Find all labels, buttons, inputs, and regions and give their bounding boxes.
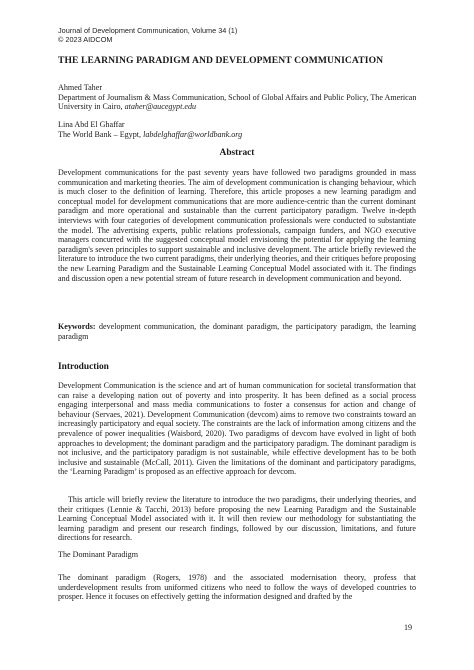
keywords-list: development communication, the dominant paradigm, the participatory paradigm, the learning paradigm xyxy=(58,322,416,341)
introduction-paragraph: This article will briefly review the literature to introduce the two paradigms, their underlying theories, and their critiques (Lennie & Tacchi, 2013) before proposing the new Learning Paradigm and the Sustainable Learning Conceptual Model associated with it. It will then review our methodology for substantiating the learning paradigm and present our research findings, followed by our discussion, limitations, and future directions for research. xyxy=(58,495,416,543)
author-name: Lina Abd El Ghaffar xyxy=(58,120,125,129)
journal-name: Journal of Development Communication, Volume 34 (1) xyxy=(58,26,238,35)
author-affiliation: Department of Journalism & Mass Communication, School of Global Affairs and Public Policy, The American University in Cairo, ataher@aucegypt.edu xyxy=(58,92,417,112)
page-number: 19 xyxy=(404,623,413,632)
abstract-text: Development communications for the past seventy years have followed two paradigms grounded in mass communication and marketing theories. The aim of development communication is changing behaviour, which is much closer to the definition of learning. Therefore, this article proposes a new learning paradigm and conceptual model for development communications that are more audience-centric than the current dominant paradigm and more operational and sustainable than the current participatory paradigm. Twelve in-depth interviews with four categories of development communication professionals were conducted to substantiate the model. The advertising experts, public relations professionals, campaign funders, and NGO executive managers concurred with the suggested conceptual model envisioning the potential for applying the learning paradigm's seven principles to support sustainable and inclusive development. The article briefly reviewed the literature to introduce the two current paradigms, their underlying theories, and their critiques before proposing the new Learning Paradigm and the Sustainable Learning Conceptual Model associated with it. The findings and discussion open a new potential stream of future research in development communication and beyond. xyxy=(58,168,416,283)
abstract-heading: Abstract xyxy=(219,148,255,158)
author-affiliation: The World Bank – Egypt, labdelghaffar@worldbank.org xyxy=(58,129,243,139)
introduction-paragraph: Development Communication is the science and art of human communication for societal transformation that can raise a developing nation out of poverty and into prosperity. It has been defined as a social process engaging interpersonal and mass media communications to foster a consensus for action and change of behaviour (Servaes, 2021). Development Communication (devcom) aims to remove two constraints toward an increasingly participatory and equal society. The constraints are the lack of information among citizens and the prevalence of power inequalities (Waisbord, 2020). Two paradigms of devcom have evolved in light of both approaches to development; the dominant paradigm and the participatory paradigm. The dominant paradigm is not inclusive, and the participatory paradigm is not sustainable, while effective development has to be both inclusive and sustainable (McCall, 2011). Given the limitations of the dominant and participatory paradigms, the ‘Learning Paradigm’ is proposed as an effective approach for devcom. xyxy=(58,381,416,477)
introduction-heading: Introduction xyxy=(58,362,109,372)
journal-header xyxy=(58,26,418,44)
subsection-heading: The Dominant Paradigm xyxy=(58,550,139,559)
keywords-label: Keywords: xyxy=(58,322,96,331)
article-title: THE LEARNING PARADIGM AND DEVELOPMENT COMMUNICATION xyxy=(58,55,384,66)
keywords-line xyxy=(58,322,416,341)
author-block-1 xyxy=(58,83,430,112)
copyright-line: © 2023 AIDCOM xyxy=(58,35,113,44)
body-paragraph: The dominant paradigm (Rogers, 1978) and the associated modernisation theory, profess that underdevelopment results from uniformed citizens who need to follow the ways of developed countries to prosper. Hence it focuses on effectively getting the information designed and drafted by the xyxy=(58,573,416,602)
author-name: Ahmed Taher xyxy=(58,83,103,92)
author-block-2 xyxy=(58,120,430,139)
author-email: labdelghaffar@worldbank.org xyxy=(143,129,243,139)
author-email: ataher@aucegypt.edu xyxy=(124,102,197,112)
